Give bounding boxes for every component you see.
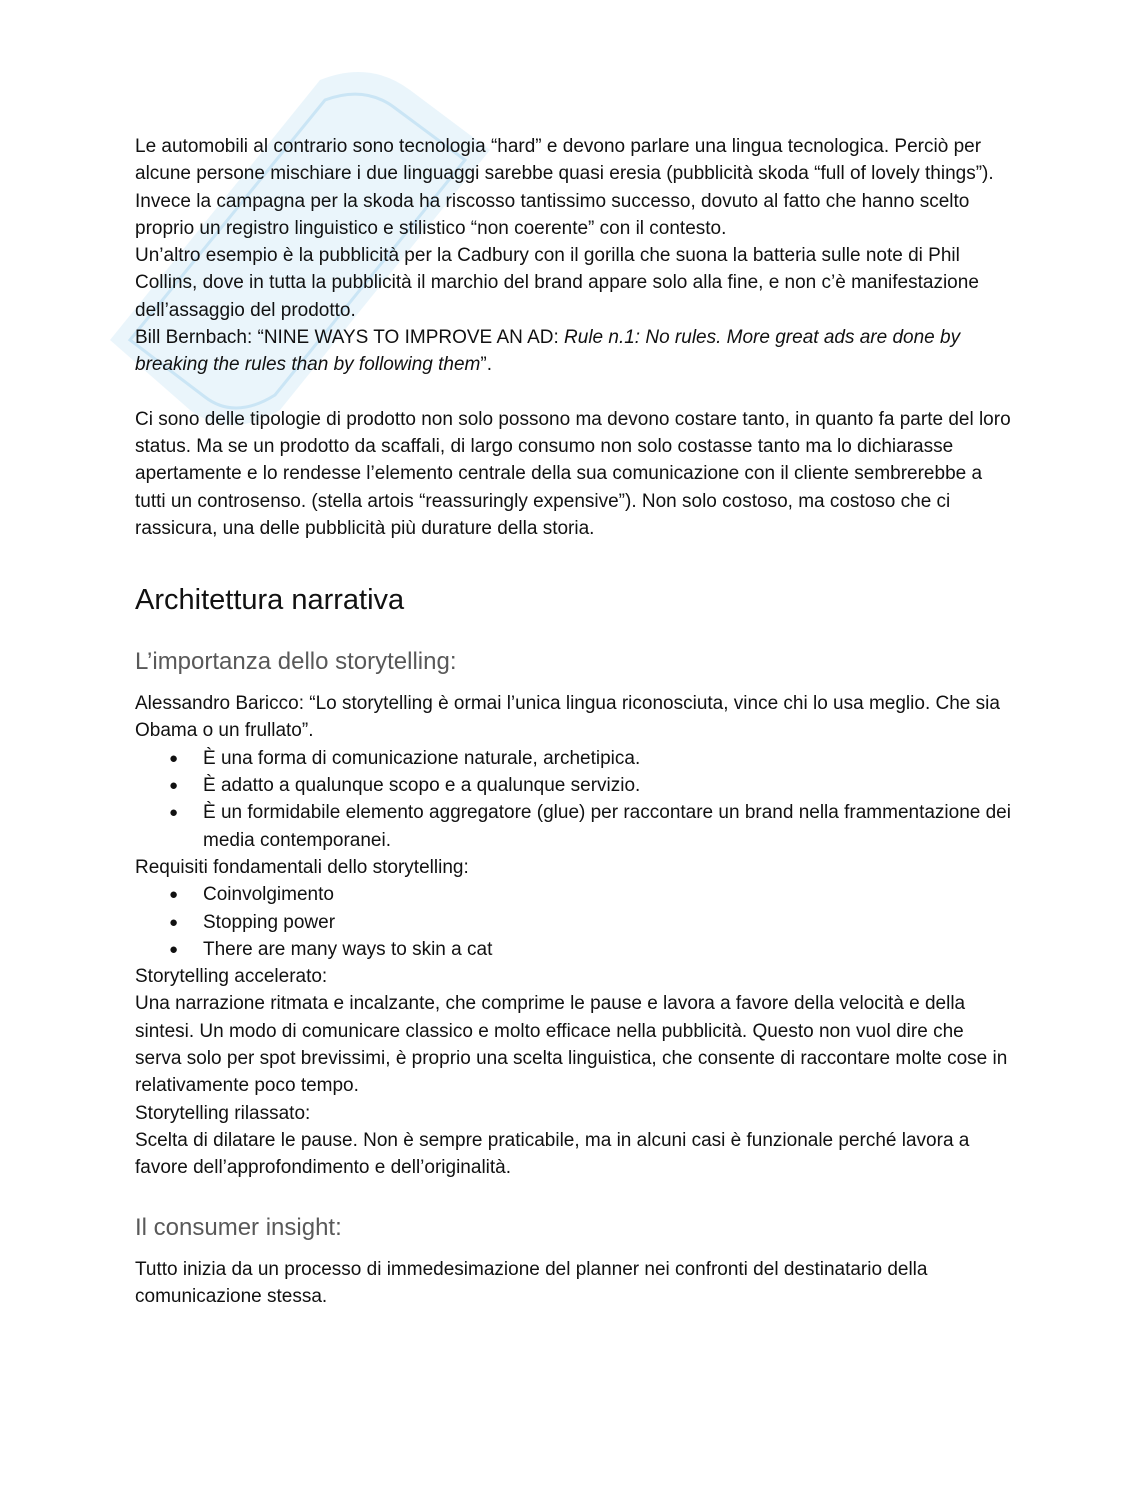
requirements-label: Requisiti fondamentali dello storytelling: [135, 856, 469, 878]
list-item: ● È adatto a qualunque scopo e a qualunque servizio. [135, 772, 1015, 799]
bullet-list-storytelling [135, 745, 1015, 854]
list-item: ● È un formidabile elemento aggregatore (glue) per raccontare un brand nella frammentazione dei media contemporanei. [135, 799, 1015, 854]
subsection-title-storytelling: L’importanza dello storytelling: [135, 648, 457, 676]
paragraph-stella-artois: Ci sono delle tipologie di prodotto non solo possono ma devono costare tanto, in quanto fa parte del loro status. Ma se un prodotto da scaffali, di largo consumo non solo costasse tanto ma lo dichiarasse apertamente e lo rendesse l’elemento centrale della sua comunicazione con il cliente sembrerebbe a tutti un controsenso. (stella artois “reassuringly expensive”). Non solo costoso, ma costoso che ci rassicura, una delle pubblicità più durature della storia. [135, 408, 1011, 539]
list-item: ● Coinvolgimento [135, 881, 1015, 908]
bullet-icon: ● [169, 777, 179, 795]
list-item: ● Stopping power [135, 909, 1015, 936]
bullet-list-requirements [135, 881, 1015, 963]
bullet-icon: ● [169, 886, 179, 904]
paragraph-bernbach-quote [135, 324, 1015, 379]
accelerated-label: Storytelling accelerato: [135, 966, 328, 988]
bullet-icon: ● [169, 940, 179, 958]
quote-italic: Rule n.1: No rules. More great ads are done by breaking the rules than by following them [135, 327, 961, 376]
list-item: ● There are many ways to skin a cat [135, 936, 1015, 963]
quote-prefix: Bill Bernbach: “NINE WAYS TO IMPROVE AN AD: [135, 327, 565, 349]
quote-suffix: ”. [480, 354, 492, 376]
list-item: ● È una forma di comunicazione naturale, archetipica. [135, 745, 1015, 772]
accelerated-text: Una narrazione ritmata e incalzante, che comprime le pause e lavora a favore della velocità e della sintesi. Un modo di comunicare classico e molto efficace nella pubblicità. Questo non vuol dire che serva solo per spot brevissimi, è proprio una scelta linguistica, che consente di raccontare molte cose in relativamente poco tempo. [135, 993, 1008, 1097]
bullet-icon: ● [169, 913, 179, 931]
subsection-title-consumer-insight: Il consumer insight: [135, 1213, 342, 1241]
relaxed-label: Storytelling rilassato: [135, 1102, 311, 1124]
bullet-icon: ● [169, 749, 179, 767]
bullet-icon: ● [169, 804, 179, 822]
paragraph-baricco: Alessandro Baricco: “Lo storytelling è ormai l’unica lingua riconosciuta, vince chi lo usa meglio. Che sia Obama o un frullato”. [135, 693, 1000, 742]
section-title: Architettura narrativa [135, 584, 405, 617]
paragraph-consumer-insight: Tutto inizia da un processo di immedesimazione del planner nei confronti del destinatario della comunicazione stessa. [135, 1258, 928, 1307]
paragraph-cadbury: Un’altro esempio è la pubblicità per la Cadbury con il gorilla che suona la batteria sulle note di Phil Collins, dove in tutta la pubblicità il marchio del brand appare solo alla fine, e non c’è manifestazione dell’assaggio del prodotto. [135, 245, 979, 321]
relaxed-text: Scelta di dilatare le pause. Non è sempre praticabile, ma in alcuni casi è funzionale perché lavora a favore dell’approfondimento e dell’originalità. [135, 1129, 970, 1179]
paragraph-automobili: Le automobili al contrario sono tecnologia “hard” e devono parlare una lingua tecnologica. Perciò per alcune persone mischiare i due linguaggi sarebbe quasi eresia (pubblicità skoda “full of lovely things”). Invece la campagna per la skoda ha riscosso tantissimo successo, dovuto al fatto che hanno scelto proprio un registro linguistico e stilistico “non coerente” con il contesto. [135, 136, 994, 239]
document-body [135, 133, 1015, 1310]
